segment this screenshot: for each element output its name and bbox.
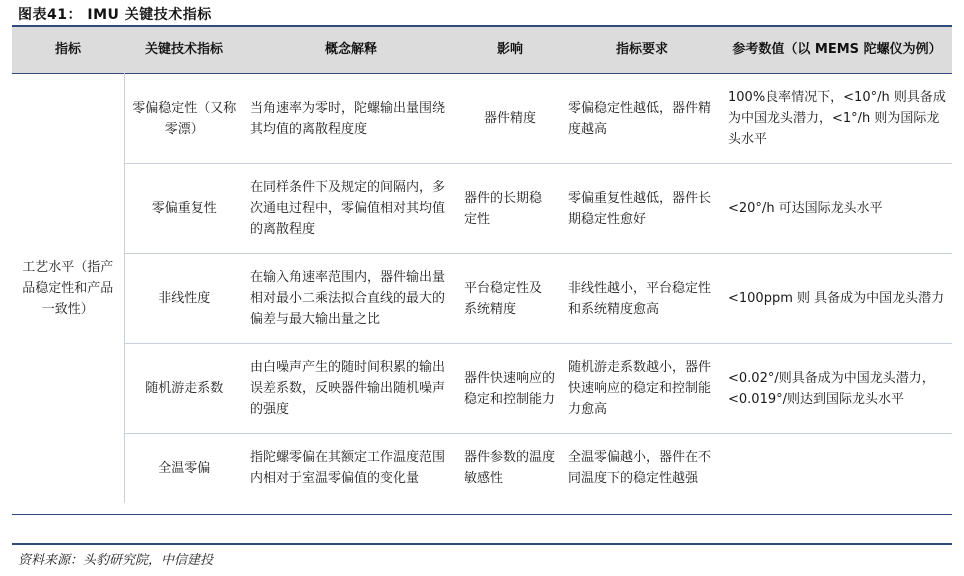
table-row [12,344,952,434]
table-row [12,164,952,254]
header-reference: 参考数值（以 MEMS 陀螺仪为例） [722,27,952,74]
header-indicator: 指标 [12,27,124,74]
impact-cell: 平台稳定性及 系统精度 [458,254,562,344]
concept-cell: 指陀螺零偏在其额定工作温度范围内相对于室温零偏值的变化量 [250,450,446,487]
requirement-cell: 零偏重复性越低，器件长 期稳定性愈好 [562,164,722,254]
metric-cell: 零偏稳定性（又称零漂） [124,74,244,164]
reference-cell: <100ppm 则 具备成为中国龙头潜力 [722,254,952,344]
concept-cell: 由白噪声产生的随时间积累的输出误差系数，反映器件输出随机噪声的强度 [244,344,458,434]
metric-cell: 全温零偏 [158,460,211,476]
concept-cell: 在同样条件下及规定的间隔内，多次通电过程中，零偏值相对其均值的离散程度 [244,164,458,254]
impact-cell: 器件参数的温度敏感性 [464,450,556,487]
table-row [12,434,952,503]
requirement-cell: 零偏稳定性越低，器件精度越高 [562,74,722,164]
metric-cell: 零偏重复性 [124,164,244,254]
concept-cell: 在输入角速率范围内，器件输出量相对最小二乘法拟合直线的最大的偏差与最大输出量之比 [244,254,458,344]
metric-cell: 随机游走系数 [124,344,244,434]
impact-cell: 器件的长期稳 定性 [458,164,562,254]
header-key-metric: 关键技术指标 [124,27,244,74]
header-row [12,27,952,74]
figure-title: 图表41： IMU 关键技术指标 [18,7,212,23]
header-requirement: 指标要求 [562,27,722,74]
requirement-cell: 非线性越小，平台稳定性 和系统精度愈高 [562,254,722,344]
reference-cell: 100%良率情况下，<10°/h 则具备成为中国龙头潜力，<1°/h 则为国际龙头水平 [722,74,952,164]
header-concept: 概念解释 [244,27,458,74]
metric-cell: 非线性度 [124,254,244,344]
concept-cell: 当角速率为零时，陀螺输出量围绕其均值的离散程度度 [244,74,458,164]
table-row [12,254,952,344]
category-cell: 工艺水平（指产品稳定性和产品一致性） [12,74,124,503]
impact-cell: 器件精度 [458,74,562,164]
requirement-cell: 全温零偏越小，器件在不同温度下的稳定性越强 [568,450,712,487]
table-bottom-rule [12,514,952,515]
requirement-cell: 随机游走系数越小，器件快速响应的稳定和控制能力愈高 [562,344,722,434]
reference-cell: <0.02°/则具备成为中国龙头潜力，<0.019°/则达到国际龙头水平 [722,344,952,434]
source-note: 资料来源：头豹研究院，中信建投 [18,553,214,568]
impact-cell: 器件快速响应的稳定和控制能力 [458,344,562,434]
imu-indicator-table [12,27,952,503]
table-row [12,74,952,164]
header-impact: 影响 [458,27,562,74]
reference-cell [722,434,952,503]
source-rule [12,543,952,545]
reference-cell: <20°/h 可达国际龙头水平 [722,164,952,254]
